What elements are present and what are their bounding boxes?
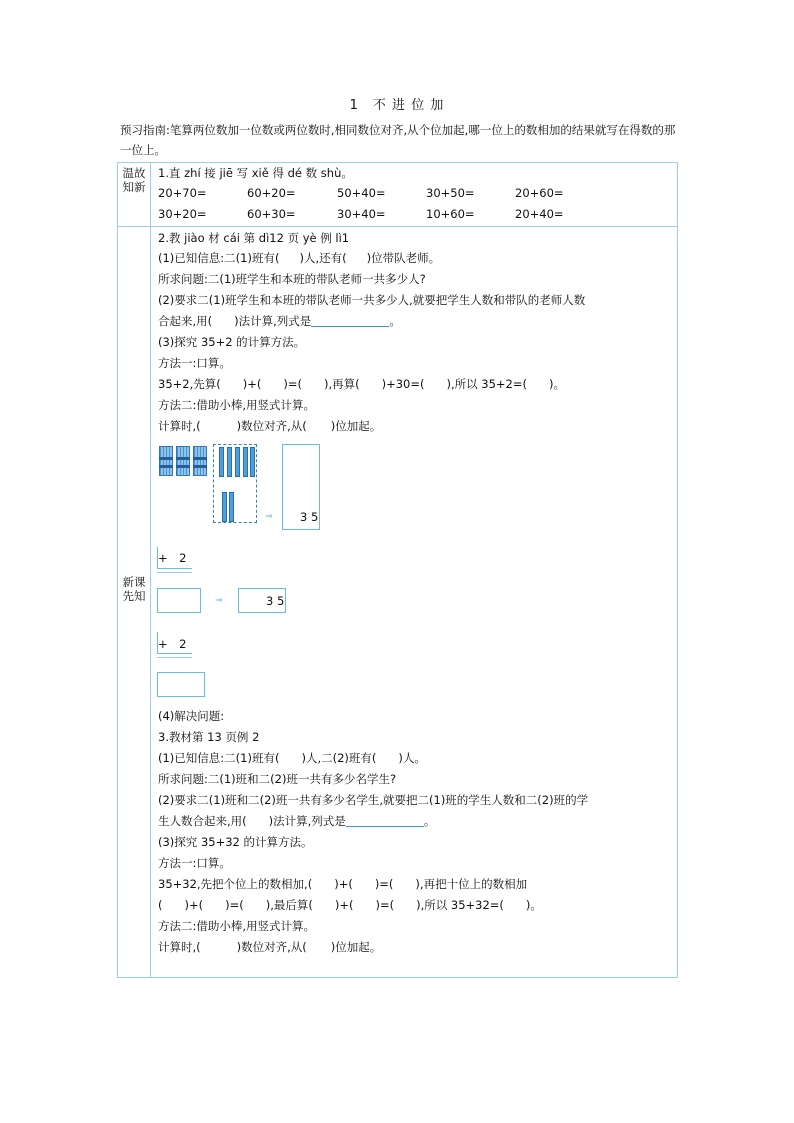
q1-item: 20+70=: [158, 186, 207, 200]
analysis-line-2: 合起来,用( )法计算,列式是 。: [158, 314, 401, 328]
vertical-calc-answer-box[interactable]: [157, 672, 205, 697]
oral-calc-line-2: ( )+( )=( ),最后算( )+( )=( ),所以 35+32=( )。: [158, 898, 542, 912]
vertical-calc-plus-2: + 2: [158, 551, 187, 565]
vertical-calc-35: 3 5: [266, 594, 285, 608]
known-info-line: (1)已知信息:二(1)班有( )人,二(2)班有( )人。: [158, 751, 426, 765]
explore-line: (3)探究 35+2 的计算方法。: [158, 335, 306, 349]
side-label-review: 温故知新: [122, 166, 146, 194]
answer-blank[interactable]: [346, 814, 424, 827]
side-label-preview: 新课先知: [122, 575, 146, 603]
method-two-label: 方法二:借助小棒,用竖式计算。: [158, 398, 316, 412]
table-left-border: [117, 162, 118, 978]
question-line: 所求问题:二(1)班和二(2)班一共有多少名学生?: [158, 772, 397, 786]
q1-item: 20+60=: [515, 186, 564, 200]
q1-item: 20+40=: [515, 207, 564, 221]
preview-guide: 预习指南:笔算两位数加一位数或两位数时,相同数位对齐,从个位加起,哪一位上的数相加的结果就写在得数的那一位上。: [120, 123, 676, 157]
method-one-label: 方法一:口算。: [158, 356, 231, 370]
explore-line: (3)探究 35+32 的计算方法。: [158, 835, 313, 849]
q1-item: 30+40=: [337, 207, 386, 221]
table-column-divider: [150, 162, 151, 978]
question-line: 所求问题:二(1)班学生和本班的带队老师一共多少人?: [158, 272, 426, 286]
sticks-dashed-frame: [213, 444, 257, 523]
arrow-icon: ⇒: [215, 596, 223, 606]
table-top-border: [117, 162, 678, 163]
vertical-calc-underline: [157, 657, 192, 658]
table-row-divider: [117, 226, 678, 227]
method-one-label: 方法一:口算。: [158, 856, 231, 870]
q1-item: 10+60=: [426, 207, 475, 221]
known-info-line: (1)已知信息:二(1)班有( )人,还有( )位带队老师。: [158, 251, 441, 265]
q1-heading: 1.直 zhí 接 jiē 写 xiě 得 dé 数 shù。: [158, 166, 353, 180]
alignment-line: 计算时,( )数位对齐,从( )位加起。: [158, 419, 382, 433]
vertical-calc-line: [157, 547, 192, 569]
q1-item: 50+40=: [337, 186, 386, 200]
method-two-label: 方法二:借助小棒,用竖式计算。: [158, 919, 316, 933]
vertical-calc-plus-2: + 2: [158, 637, 187, 651]
oral-calc-line: 35+32,先把个位上的数相加,( )+( )=( ),再把十位上的数相加: [158, 877, 528, 891]
table-right-border: [677, 162, 678, 978]
q2-heading: 2.教 jiào 材 cái 第 dì12 页 yè 例 lì1: [158, 231, 350, 245]
vertical-calc-answer-box[interactable]: [157, 588, 201, 613]
vertical-calc-line: [157, 632, 192, 654]
q3-heading: 3.教材第 13 页例 2: [158, 730, 260, 744]
q1-item: 60+20=: [247, 186, 296, 200]
page-title: 1 不 进 位 加: [349, 98, 445, 113]
q1-item: 30+50=: [426, 186, 475, 200]
vertical-calc-underline: [157, 572, 192, 573]
arrow-icon: ⇒: [265, 512, 273, 522]
solve-line: (4)解决问题:: [158, 709, 225, 723]
table-bottom-border: [117, 977, 678, 978]
analysis-line-2: 生人数合起来,用( )法计算,列式是 。: [158, 814, 436, 828]
q1-item: 60+30=: [247, 207, 296, 221]
alignment-line: 计算时,( )数位对齐,从( )位加起。: [158, 940, 382, 954]
oral-calc-line: 35+2,先算( )+( )=( ),再算( )+30=( ),所以 35+2=( )。: [158, 377, 565, 391]
analysis-line: (2)要求二(1)班学生和本班的带队老师一共多少人,就要把学生人数和带队的老师人数: [158, 293, 586, 307]
answer-blank[interactable]: [311, 314, 389, 327]
q1-item: 30+20=: [158, 207, 207, 221]
analysis-line: (2)要求二(1)班和二(2)班一共有多少名学生,就要把二(1)班的学生人数和二(2)班的学: [158, 793, 589, 807]
vertical-calc-35: 3 5: [300, 510, 319, 524]
